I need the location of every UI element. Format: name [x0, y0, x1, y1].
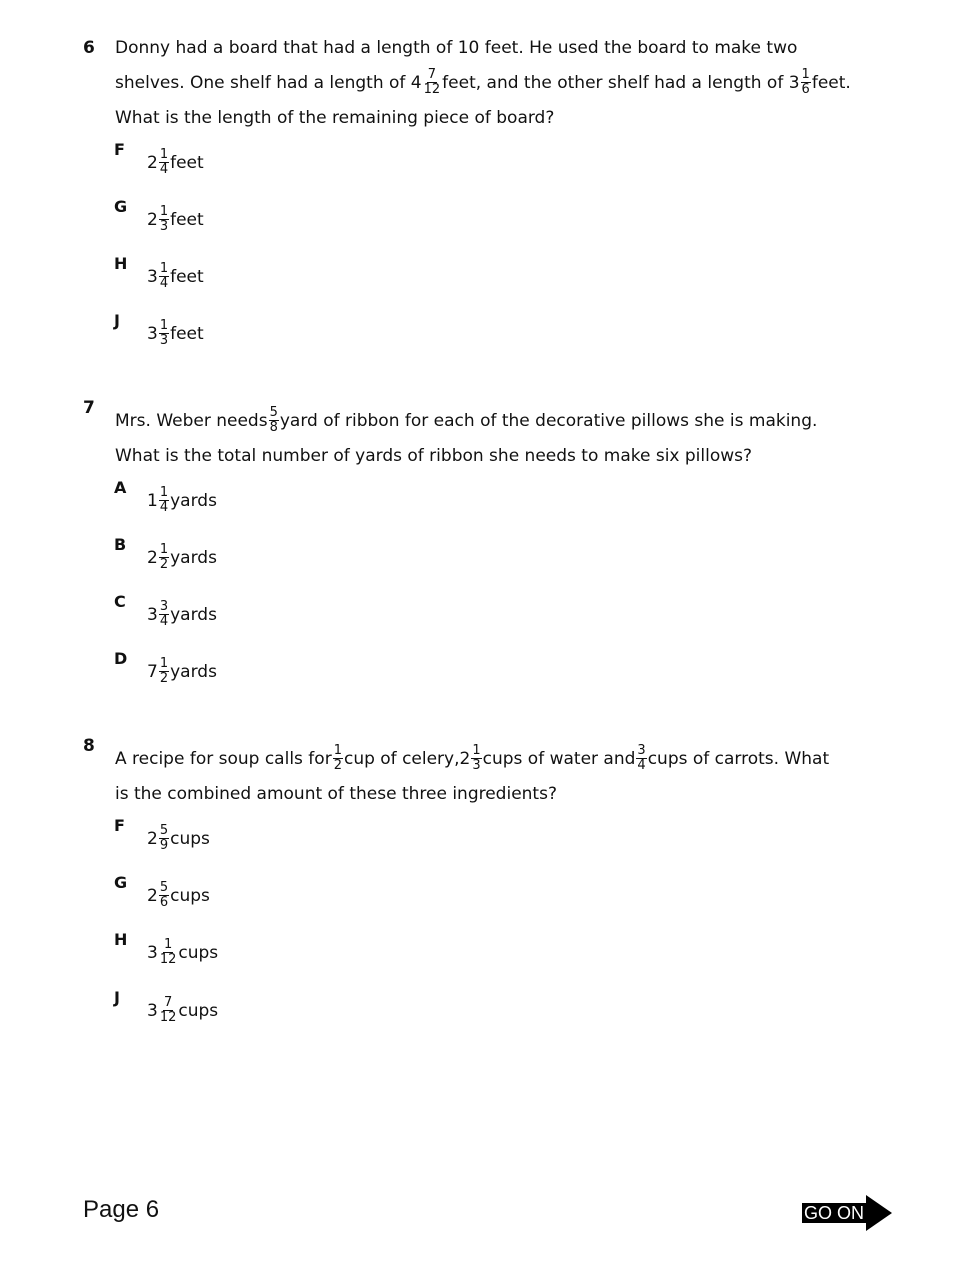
fraction-denominator: 12: [423, 82, 441, 97]
answer-fraction: [159, 657, 169, 686]
answer-unit: yards: [170, 547, 217, 568]
go-on-button[interactable]: [802, 1195, 892, 1231]
question-8-line-1-d: cups of carrots. What: [647, 748, 830, 769]
answer-unit: cups: [170, 828, 210, 849]
fraction-denominator: 3: [159, 219, 169, 234]
question-8-fraction-2: [471, 744, 481, 773]
question-8-line-1-a: A recipe for soup calls for: [115, 748, 332, 769]
answer-fraction: [159, 600, 169, 629]
question-8-line-1: [115, 744, 829, 773]
question-8-line-1-c: cups of water and: [482, 748, 636, 769]
question-8-choice-g[interactable]: [147, 881, 210, 910]
question-8-choice-h-letter: H: [114, 930, 128, 949]
answer-unit: yards: [170, 490, 217, 511]
question-7-number: 7: [83, 398, 95, 418]
mixed-whole: 2: [147, 209, 158, 230]
question-6-fraction-2: [801, 68, 811, 97]
question-7-choice-a-letter: A: [114, 478, 127, 497]
question-6-choice-h[interactable]: [147, 262, 204, 291]
question-6-choice-j-letter: J: [114, 311, 120, 330]
question-7-choice-b[interactable]: [147, 543, 217, 572]
question-7-line-1-b: yard of ribbon for each of the decorative pillows she is making.: [279, 410, 818, 431]
question-6-number: 6: [83, 38, 95, 58]
question-7-line-2: What is the total number of yards of ribbon she needs to make six pillows?: [115, 446, 753, 466]
question-8-choice-f[interactable]: [147, 824, 210, 853]
question-8-fraction-3: [636, 744, 646, 773]
fraction-denominator: 6: [801, 82, 810, 97]
question-7-line-1: [115, 406, 817, 435]
answer-fraction: [159, 486, 169, 515]
question-7-line-1-a: Mrs. Weber needs: [115, 410, 268, 431]
page-number: Page 6: [83, 1196, 160, 1223]
question-6-line-2-a: shelves. One shelf had a length of 4: [115, 72, 422, 93]
question-6-choice-f-letter: F: [114, 140, 125, 159]
question-6-line-3: What is the length of the remaining piece of board?: [115, 108, 555, 128]
answer-unit: cups: [170, 885, 210, 906]
fraction-denominator: 4: [637, 758, 646, 773]
fraction-numerator: 1: [159, 542, 169, 557]
answer-unit: cups: [178, 942, 219, 963]
mixed-whole: 1: [147, 490, 158, 511]
question-6-fraction-1: [423, 68, 442, 97]
fraction-numerator: 1: [472, 743, 481, 758]
question-8-choice-g-letter: G: [114, 873, 128, 892]
fraction-denominator: 2: [333, 758, 342, 773]
mixed-whole: 3: [147, 1000, 158, 1021]
question-8-fraction-1: [333, 744, 343, 773]
arrow-right-icon: [866, 1195, 892, 1231]
question-7-choice-c[interactable]: [147, 600, 217, 629]
question-7-choice-d-letter: D: [114, 649, 128, 668]
fraction-numerator: 3: [159, 599, 169, 614]
question-6-line-2-c: feet.: [811, 72, 851, 93]
go-on-label: GO ON: [804, 1203, 865, 1223]
mixed-whole: 3: [147, 942, 158, 963]
fraction-denominator: 9: [159, 838, 169, 853]
question-7-choice-c-letter: C: [114, 592, 126, 611]
fraction-numerator: 1: [333, 743, 342, 758]
mixed-whole: 2: [147, 547, 158, 568]
fraction-denominator: 3: [472, 758, 481, 773]
answer-fraction: [159, 205, 169, 234]
question-6-line-2-b: feet, and the other shelf had a length of 3: [442, 72, 800, 93]
question-8-choice-h[interactable]: [147, 938, 218, 967]
answer-fraction: [159, 262, 169, 291]
question-6-choice-h-letter: H: [114, 254, 128, 273]
mixed-whole: 2: [147, 828, 158, 849]
answer-fraction: [159, 319, 169, 348]
answer-unit: yards: [170, 661, 217, 682]
fraction-denominator: 4: [159, 500, 169, 515]
fraction-numerator: 3: [637, 743, 646, 758]
answer-fraction: [159, 824, 169, 853]
fraction-numerator: 1: [801, 67, 810, 82]
mixed-whole: 3: [147, 604, 158, 625]
question-8-choice-j[interactable]: [147, 996, 218, 1025]
question-6-choice-j[interactable]: [147, 319, 204, 348]
fraction-numerator: 5: [269, 405, 278, 420]
answer-fraction: [159, 148, 169, 177]
fraction-numerator: 1: [159, 485, 169, 500]
fraction-denominator: 4: [159, 276, 169, 291]
fraction-numerator: 5: [159, 880, 169, 895]
question-8-number: 8: [83, 736, 95, 756]
fraction-numerator: 1: [159, 261, 169, 276]
fraction-numerator: 1: [163, 937, 173, 952]
answer-unit: feet: [170, 209, 204, 230]
fraction-numerator: 1: [159, 318, 169, 333]
fraction-numerator: 1: [159, 656, 169, 671]
question-6-line-1: Donny had a board that had a length of 10 feet. He used the board to make two: [115, 38, 798, 58]
mixed-whole: 7: [147, 661, 158, 682]
question-8-choice-f-letter: F: [114, 816, 125, 835]
fraction-denominator: 12: [159, 1010, 177, 1025]
answer-fraction: [159, 938, 178, 967]
answer-unit: yards: [170, 604, 217, 625]
mixed-whole: 3: [147, 323, 158, 344]
question-6-choice-g[interactable]: [147, 205, 204, 234]
question-8-line-1-b: cup of celery,2: [343, 748, 471, 769]
fraction-denominator: 12: [159, 952, 177, 967]
question-8-choice-j-letter: J: [114, 988, 120, 1007]
fraction-denominator: 8: [269, 420, 278, 435]
question-6-line-2: [115, 68, 851, 97]
fraction-denominator: 2: [159, 671, 169, 686]
question-6-choice-f[interactable]: [147, 148, 204, 177]
question-7-fraction-1: [269, 406, 279, 435]
mixed-whole: 2: [147, 152, 158, 173]
answer-fraction: [159, 543, 169, 572]
fraction-denominator: 4: [159, 614, 169, 629]
fraction-denominator: 4: [159, 162, 169, 177]
answer-unit: feet: [170, 152, 204, 173]
question-7-choice-a[interactable]: [147, 486, 217, 515]
fraction-denominator: 6: [159, 895, 169, 910]
answer-unit: cups: [178, 1000, 219, 1021]
answer-unit: feet: [170, 323, 204, 344]
answer-unit: feet: [170, 266, 204, 287]
fraction-numerator: 7: [427, 67, 437, 82]
question-7-choice-d[interactable]: [147, 657, 217, 686]
question-8-line-2: is the combined amount of these three ingredients?: [115, 784, 557, 804]
mixed-whole: 2: [147, 885, 158, 906]
fraction-numerator: 5: [159, 823, 169, 838]
question-6-choice-g-letter: G: [114, 197, 128, 216]
answer-fraction: [159, 996, 178, 1025]
fraction-numerator: 1: [159, 147, 169, 162]
fraction-numerator: 7: [163, 995, 173, 1010]
question-7-choice-b-letter: B: [114, 535, 127, 554]
fraction-denominator: 3: [159, 333, 169, 348]
fraction-numerator: 1: [159, 204, 169, 219]
fraction-denominator: 2: [159, 557, 169, 572]
mixed-whole: 3: [147, 266, 158, 287]
answer-fraction: [159, 881, 169, 910]
